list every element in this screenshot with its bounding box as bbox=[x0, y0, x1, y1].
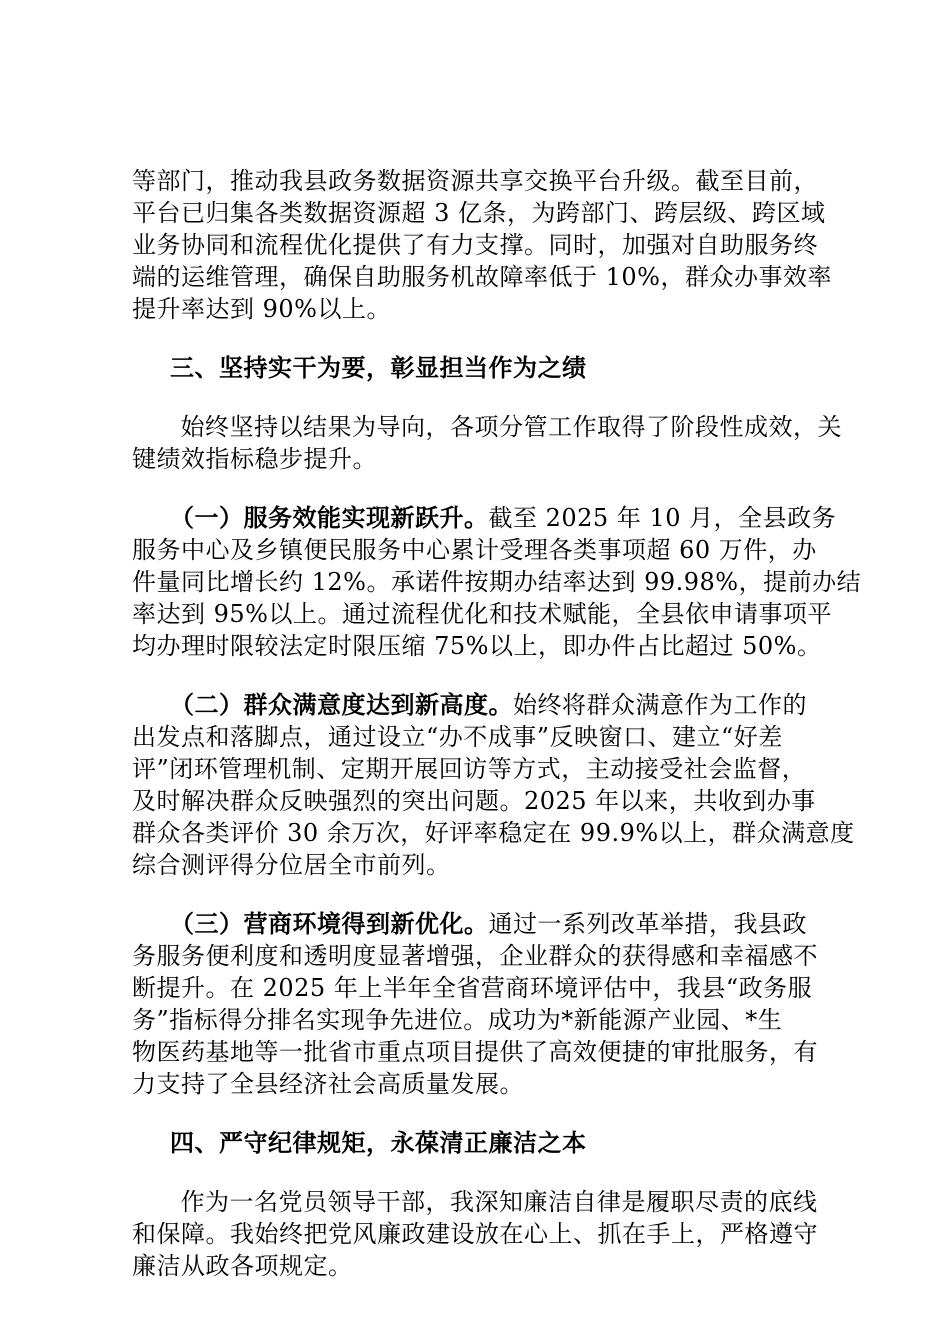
text-line: 均办理时限较法定时限压缩 75%以上，即办件占比超过 50%。 bbox=[132, 632, 822, 660]
paragraph-integrity bbox=[132, 1186, 830, 1282]
subsection-title-1: （一）服务效能实现新跃升。 bbox=[170, 503, 489, 532]
text-run: 始终将群众满意作为工作的 bbox=[513, 691, 807, 719]
text-line-first bbox=[132, 689, 830, 721]
text-line: 务”指标得分排名实现争先进位。成功为*新能源产业园、*生 bbox=[132, 1006, 783, 1034]
paragraph-satisfaction bbox=[132, 689, 855, 881]
subsection-title-3: （三）营商环境得到新优化。 bbox=[170, 909, 489, 938]
section-heading-4: 四、严守纪律规矩，永葆清正廉洁之本 bbox=[170, 1128, 587, 1157]
text-line: 业务协同和流程优化提供了有力支撑。同时，加强对自助服务终 bbox=[132, 231, 818, 259]
text-line: 服务中心及乡镇便民服务中心累计受理各类事项超 60 万件，办 bbox=[132, 536, 817, 564]
text-run: 截至 2025 年 10 月，全县政务 bbox=[488, 504, 837, 532]
text-line: 平台已归集各类数据资源超 3 亿条，为跨部门、跨层级、跨区域 bbox=[132, 199, 826, 227]
paragraph-platform-upgrade bbox=[132, 165, 830, 325]
document-page bbox=[132, 165, 862, 1309]
text-line: 综合测评得分位居全市前列。 bbox=[132, 851, 451, 879]
text-line: 键绩效指标稳步提升。 bbox=[132, 445, 377, 473]
text-line: 率达到 95%以上。通过流程优化和技术赋能，全县依申请事项平 bbox=[132, 600, 832, 628]
text-line: 提升率达到 90%以上。 bbox=[132, 295, 391, 323]
text-line: 群众各类评价 30 余万次，好评率稳定在 99.9%以上，群众满意度 bbox=[132, 819, 855, 847]
text-line: 端的运维管理，确保自助服务机故障率低于 10%，群众办事效率 bbox=[132, 263, 832, 291]
text-line: 评”闭环管理机制、定期开展回访等方式，主动接受社会监督， bbox=[132, 755, 807, 783]
text-line-first bbox=[132, 908, 830, 940]
text-line: 物医药基地等一批省市重点项目提供了高效便捷的审批服务，有 bbox=[132, 1038, 818, 1066]
text-run: 通过一系列改革举措，我县政 bbox=[488, 910, 807, 938]
text-line: 始终坚持以结果为导向，各项分管工作取得了阶段性成效，关 bbox=[156, 413, 842, 441]
text-line: 作为一名党员领导干部，我深知廉洁自律是履职尽责的底线 bbox=[156, 1188, 818, 1216]
section-heading-3: 三、坚持实干为要，彰显担当作为之绩 bbox=[170, 353, 587, 382]
text-line: 等部门，推动我县政务数据资源共享交换平台升级。截至目前， bbox=[132, 167, 818, 195]
text-line-first bbox=[132, 502, 837, 534]
paragraph-business-environment bbox=[132, 908, 830, 1100]
text-line: 断提升。在 2025 年上半年全省营商环境评估中，我县“政务服 bbox=[132, 974, 813, 1002]
paragraph-service-efficiency bbox=[132, 502, 862, 662]
text-line: 出发点和落脚点，通过设立“办不成事”反映窗口、建立“好差 bbox=[132, 723, 783, 751]
text-line: 件量同比增长约 12%。承诺件按期办结率达到 99.98%，提前办结 bbox=[132, 568, 862, 596]
text-line: 务服务便利度和透明度显著增强，企业群众的获得感和幸福感不 bbox=[132, 942, 818, 970]
text-line: 和保障。我始终把党风廉政建设放在心上、抓在手上，严格遵守 bbox=[132, 1220, 818, 1248]
text-line: 力支持了全县经济社会高质量发展。 bbox=[132, 1070, 524, 1098]
text-line: 廉洁从政各项规定。 bbox=[132, 1252, 353, 1280]
text-line: 及时解决群众反映强烈的突出问题。2025 年以来，共收到办事 bbox=[132, 787, 816, 815]
paragraph-results-intro bbox=[132, 411, 842, 475]
subsection-title-2: （二）群众满意度达到新高度。 bbox=[170, 690, 513, 719]
